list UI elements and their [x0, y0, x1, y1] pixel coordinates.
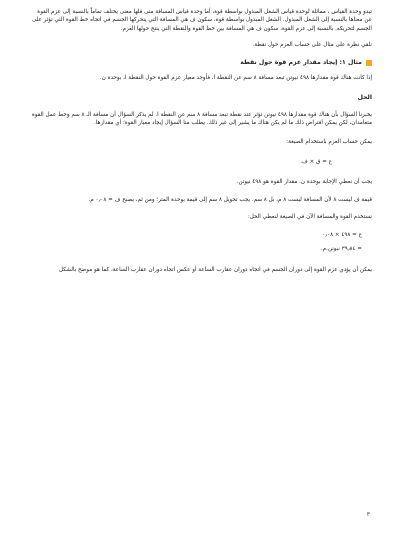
- example-heading: [28, 59, 372, 67]
- substitution-intro: نستخدم القوة والمسافة الآن في الصيغة لنعطي الحل:: [247, 214, 372, 221]
- calculation-line: = ٣٩٫٨٤ نيوتن.م.: [320, 246, 362, 253]
- distance-note: قيمة ف ليست ٨ لأن المسافة ليست ٨ م، بل ٨ سم. يجب تحويل ٨ سم إلى قيمة بوحدة المتر؛ ومن ثم، يصبح ف = ٠٫٠٨ م.: [88, 196, 372, 203]
- example-problem: إذا كانت هناك قوة مقدارها ٤٩٨ نيوتن تبعد مسافة ٨ سم عن النقطة ا، فأوجد معيار عزم القوة حول النقطة ا، بوحدة ن.: [99, 75, 372, 82]
- page-number: ٣: [366, 510, 370, 518]
- solution-title: الحل: [357, 94, 372, 102]
- direction-note: يمكن أن يؤدي عزم القوة إلى دوران الجسم في اتجاه دوران عقارب الساعة أو عكس اتجاه دوران عقارب الساعة، كما هو موضح بالشكل: [58, 266, 372, 273]
- intro-paragraph: تبدو وحدة القياس ، مماثلة لوحدة قياس الشغل المبذول بواسطة قوة، أما وحدة قياس المسافة متى فلها معنى يختلف تماماً بالنسبة إلى عزم القوة عن معناها بالنسبة إلى الشغل المبذول. الشغل المبذول بواسطة قوة، سكون ف هي المسافة التي يتحركها الجسم في اتجاه خط القوة التي تؤثر على الجسم لتحريكه. بالنسبة إلى عزم القوة، سكون ف هي المسافة بين خط القوة والنقطة التي ينتج حولها العزم.: [31, 9, 372, 32]
- calculation-block: [28, 231, 372, 254]
- moment-formula: ع = ق × ف.: [300, 159, 332, 166]
- solution-text: يخبرنا السؤال بأن هناك قوة مقدارها ٤٩٨ نيوتن تؤثر عند نقطة تبعد مسافة ٨ سم عن النقطة ا. لم يذكر السؤال أن مسافة الـ ٨ سم وخط عمل القوة متعامدان، لكن يمكن افتراض ذلك ما لم يكن هناك ما يشير إلى غير ذلك. يطلب منا السؤال إيجاد معيار القوة؛ أي مقدارها.: [31, 111, 372, 127]
- example-heading-text: مثال ١: إيجاد مقدار عزم قوة حول نقطة: [240, 58, 362, 66]
- lead-text: نلقي نظرة على مثال على حساب العزم حول نقطة.: [252, 42, 372, 49]
- example-marker-icon: [366, 60, 372, 66]
- answer-note: يجب أن نعطي الإجابة بوحدة ن. مقدار القوة هو ٤٩٨ نيوتن.: [236, 179, 372, 186]
- calculation-line: ع = ٤٩٨ × ٠٫٠٨: [322, 231, 362, 238]
- formula-intro: يمكن حساب العزم باستخدام الصيغة:: [286, 138, 372, 145]
